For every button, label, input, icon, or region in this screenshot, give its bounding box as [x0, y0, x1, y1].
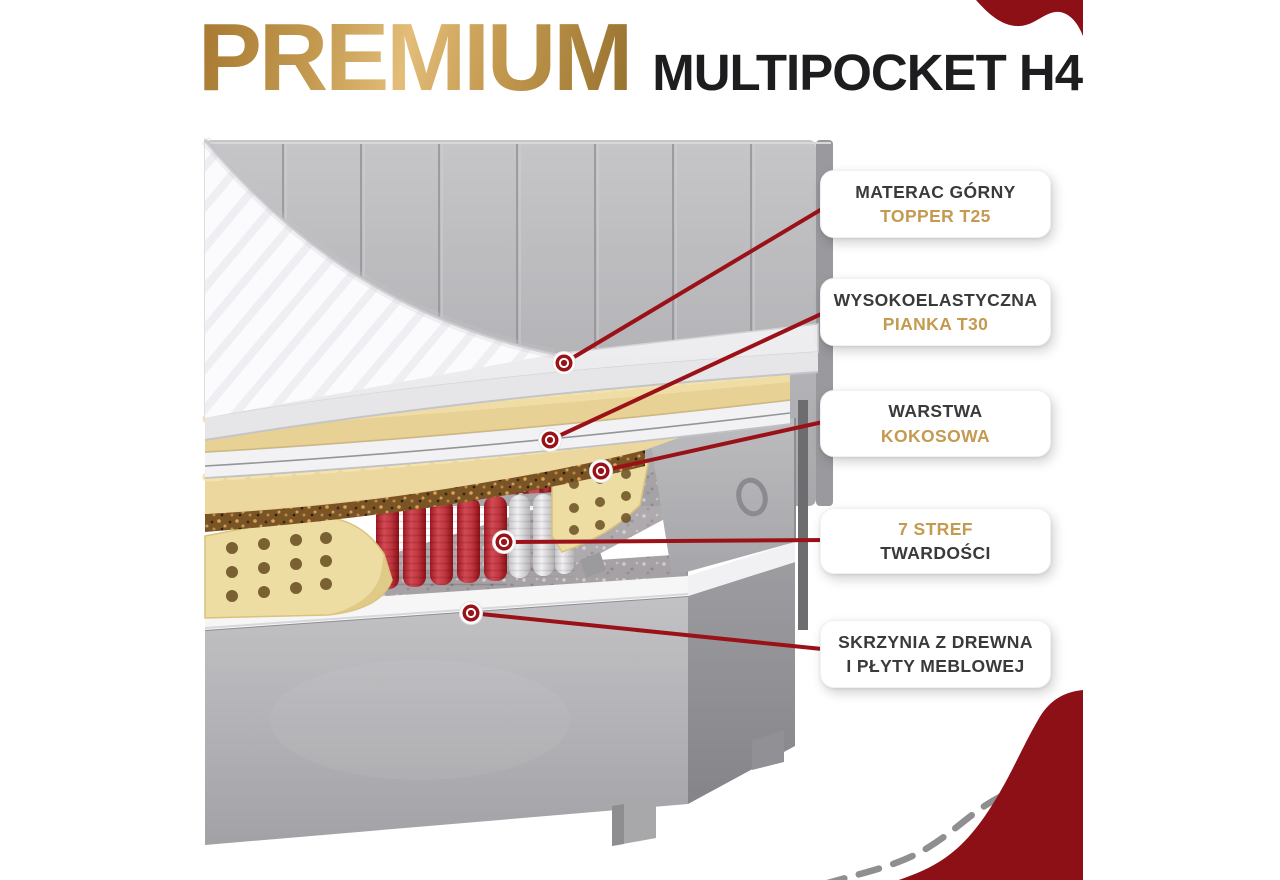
callout-marker-2 — [539, 429, 562, 452]
callout-card-foam-t30 — [820, 278, 1051, 346]
callout-card-line: WARSTWA — [888, 401, 983, 422]
title-model: MULTIPOCKET H4 — [652, 44, 1083, 101]
callout-card-line: TOPPER T25 — [880, 206, 991, 226]
callout-line-4 — [504, 540, 832, 542]
callout-card-line: WYSOKOELASTYCZNA — [833, 289, 1038, 310]
blob-bottom-right — [893, 690, 1083, 880]
callout-card-line: MATERAC GÓRNY — [855, 181, 1016, 202]
callout-marker-5 — [460, 602, 483, 625]
callout-card-zones — [820, 508, 1051, 574]
callout-card-line: 7 STREF — [898, 518, 973, 539]
title-brand: PREMIUM — [197, 4, 631, 111]
headboard-side-edge — [798, 400, 808, 630]
callout-card-box — [820, 620, 1051, 688]
callout-marker-3 — [590, 460, 613, 483]
callout-marker-1 — [553, 352, 576, 375]
box-right-face — [688, 562, 795, 804]
callout-card-line: SKRZYNIA Z DREWNA — [838, 631, 1033, 652]
callout-card-coconut — [820, 390, 1051, 457]
callout-card-line: PIANKA T30 — [882, 314, 989, 334]
foam-slab-left — [205, 517, 392, 618]
callout-marker-4 — [493, 531, 516, 554]
page-title — [0, 4, 1280, 111]
callout-card-line: KOKOSOWA — [880, 425, 991, 446]
callout-card-line: TWARDOŚCI — [880, 543, 991, 563]
callout-card-line: I PŁYTY MEBLOWEJ — [846, 656, 1025, 676]
callout-card-topper — [820, 170, 1051, 238]
